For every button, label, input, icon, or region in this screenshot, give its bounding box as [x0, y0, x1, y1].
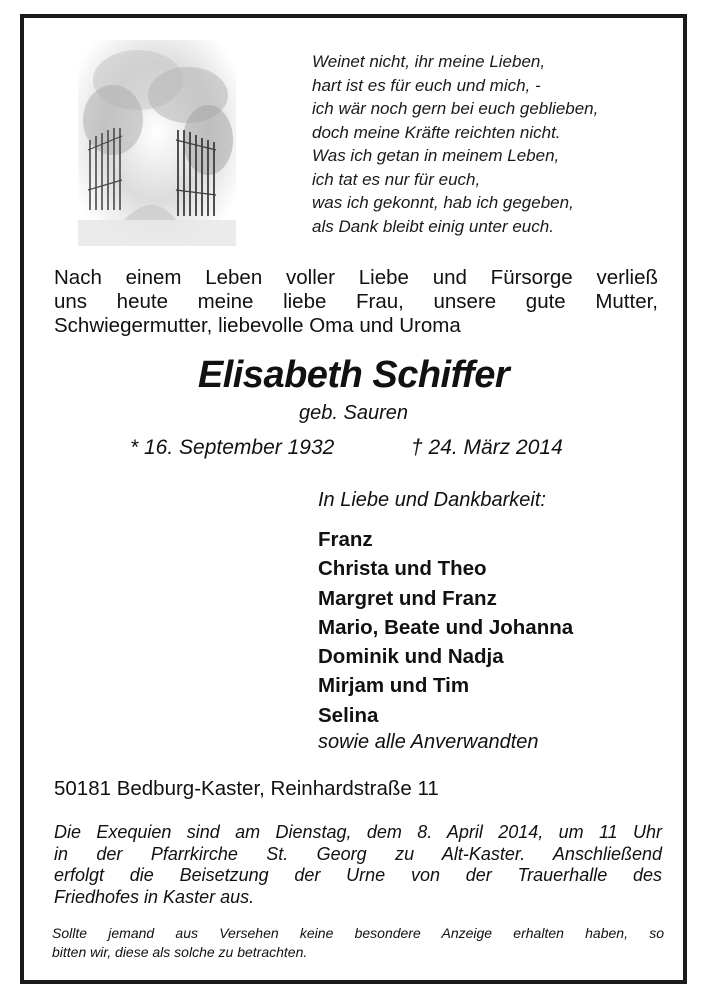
intro-line: Nach einem Leben voller Liebe und Fürsorge verließ — [54, 266, 658, 289]
footer-note — [52, 924, 664, 962]
deceased-name: Elisabeth Schiffer — [197, 354, 510, 396]
poem-line: als Dank bleibt einig unter euch. — [312, 216, 554, 236]
family-member: Margret und Franz — [318, 586, 497, 610]
family-member: Franz — [318, 528, 373, 551]
poem-line: hart ist es für euch und mich, - — [312, 75, 541, 95]
poem-line: ich tat es nur für euch, — [312, 169, 481, 189]
poem-line: Was ich getan in meinem Leben, — [312, 146, 560, 165]
poem-line: ich wär noch gern bei euch geblieben, — [312, 99, 599, 118]
service-line: Friedhofes in Kaster aus. — [54, 886, 255, 907]
family-member: Mirjam und Tim — [318, 674, 470, 698]
service-line: in der Pfarrkirche St. Georg zu Alt-Kaster. Anschließend — [54, 843, 662, 864]
intro-text — [54, 266, 658, 338]
relatives-line: sowie alle Anverwandten — [318, 731, 539, 753]
family-member: Mario, Beate und Johanna — [318, 615, 574, 639]
intro-line: Schwiegermutter, liebevolle Oma und Uroma — [54, 314, 461, 337]
birth-name: geb. Sauren — [299, 402, 408, 424]
service-line: erfolgt die Beisetzung der Urne von der Trauerhalle des — [54, 865, 662, 885]
poem-line: doch meine Kräfte reichten nicht. — [312, 122, 561, 142]
family-member: Christa und Theo — [318, 557, 487, 581]
death-date: † 24. März 2014 — [411, 436, 563, 459]
poem-line: Weinet nicht, ihr meine Lieben, — [312, 52, 546, 71]
note-line: bitten wir, diese als solche zu betrachten. — [52, 944, 308, 960]
poem-line: was ich gekonnt, hab ich gegeben, — [312, 193, 574, 212]
note-line: Sollte jemand aus Versehen keine besondere Anzeige erhalten haben, so — [52, 925, 664, 941]
birth-date: * 16. September 1932 — [130, 436, 335, 459]
family-member: Selina — [318, 703, 379, 727]
intro-line: uns heute meine liebe Frau, unsere gute Mutter, — [54, 290, 658, 313]
poem — [312, 50, 598, 238]
service-info — [54, 822, 662, 908]
cemetery-gate-image — [78, 40, 236, 246]
thanks-heading: In Liebe und Dankbarkeit: — [318, 489, 546, 511]
family-list — [318, 525, 573, 730]
family-member: Dominik und Nadja — [318, 645, 504, 669]
address: 50181 Bedburg-Kaster, Reinhardstraße 11 — [54, 777, 439, 800]
service-line: Die Exequien sind am Dienstag, dem 8. April 2014, um 11 Uhr — [54, 822, 662, 842]
